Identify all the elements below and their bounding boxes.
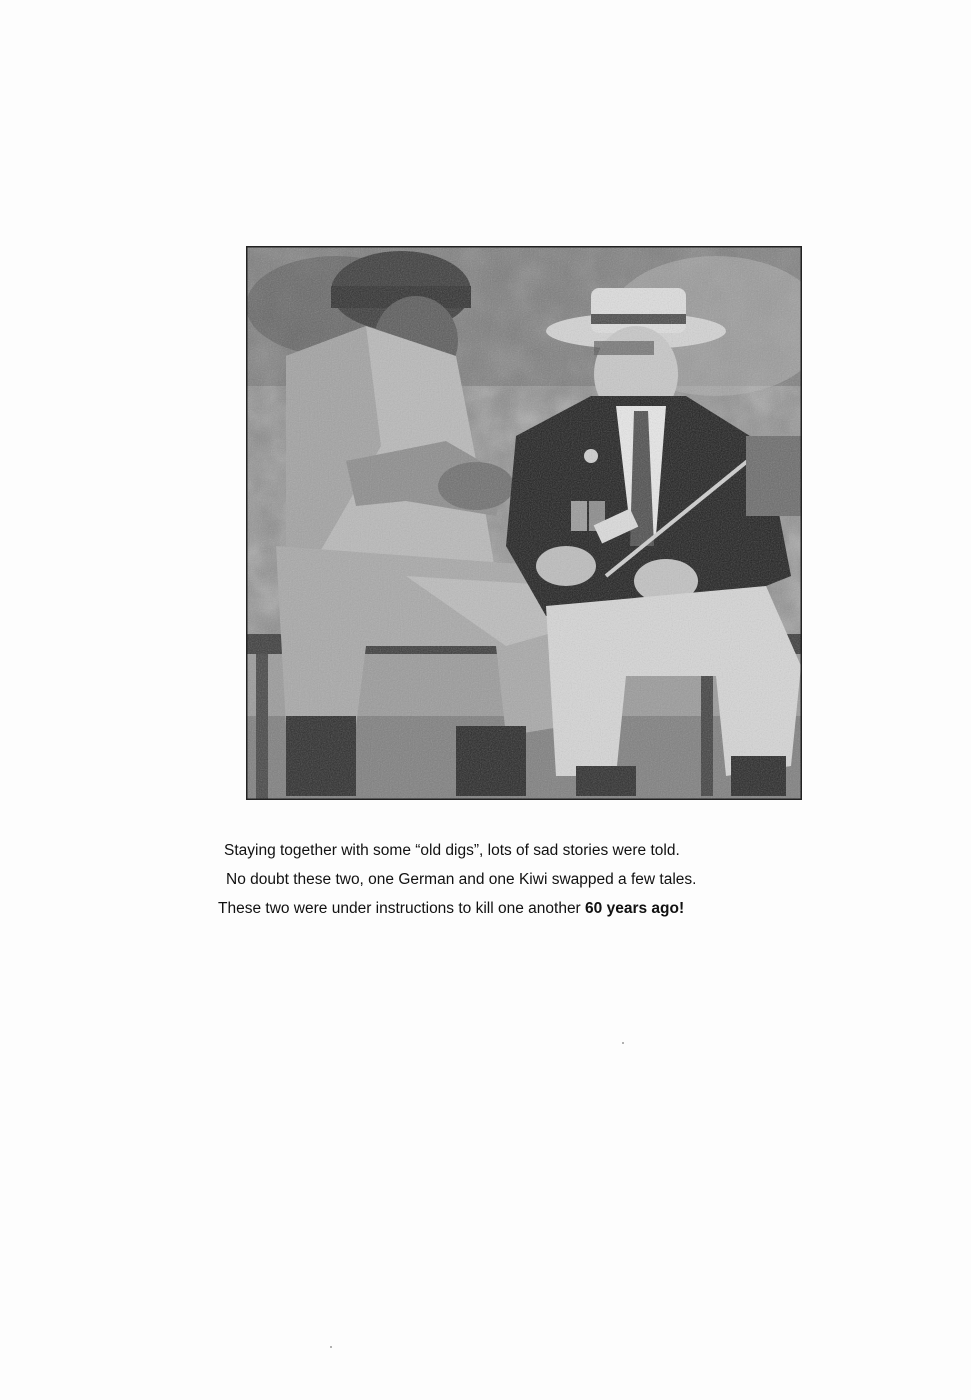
caption-line-3 [200, 894, 820, 923]
scan-speck [330, 1346, 332, 1348]
scan-speck [622, 1042, 624, 1044]
caption-line-3-text: These two were under instructions to kill one another [218, 900, 586, 917]
caption-line-1: Staying together with some “old digs”, lots of sad stories were told. [224, 842, 680, 859]
veterans-photo-illustration [246, 246, 802, 800]
photograph [246, 246, 802, 800]
photo-caption [200, 836, 820, 923]
caption-emphasis: 60 years ago! [585, 900, 685, 917]
caption-line-2: No doubt these two, one German and one Kiwi swapped a few tales. [226, 871, 697, 888]
